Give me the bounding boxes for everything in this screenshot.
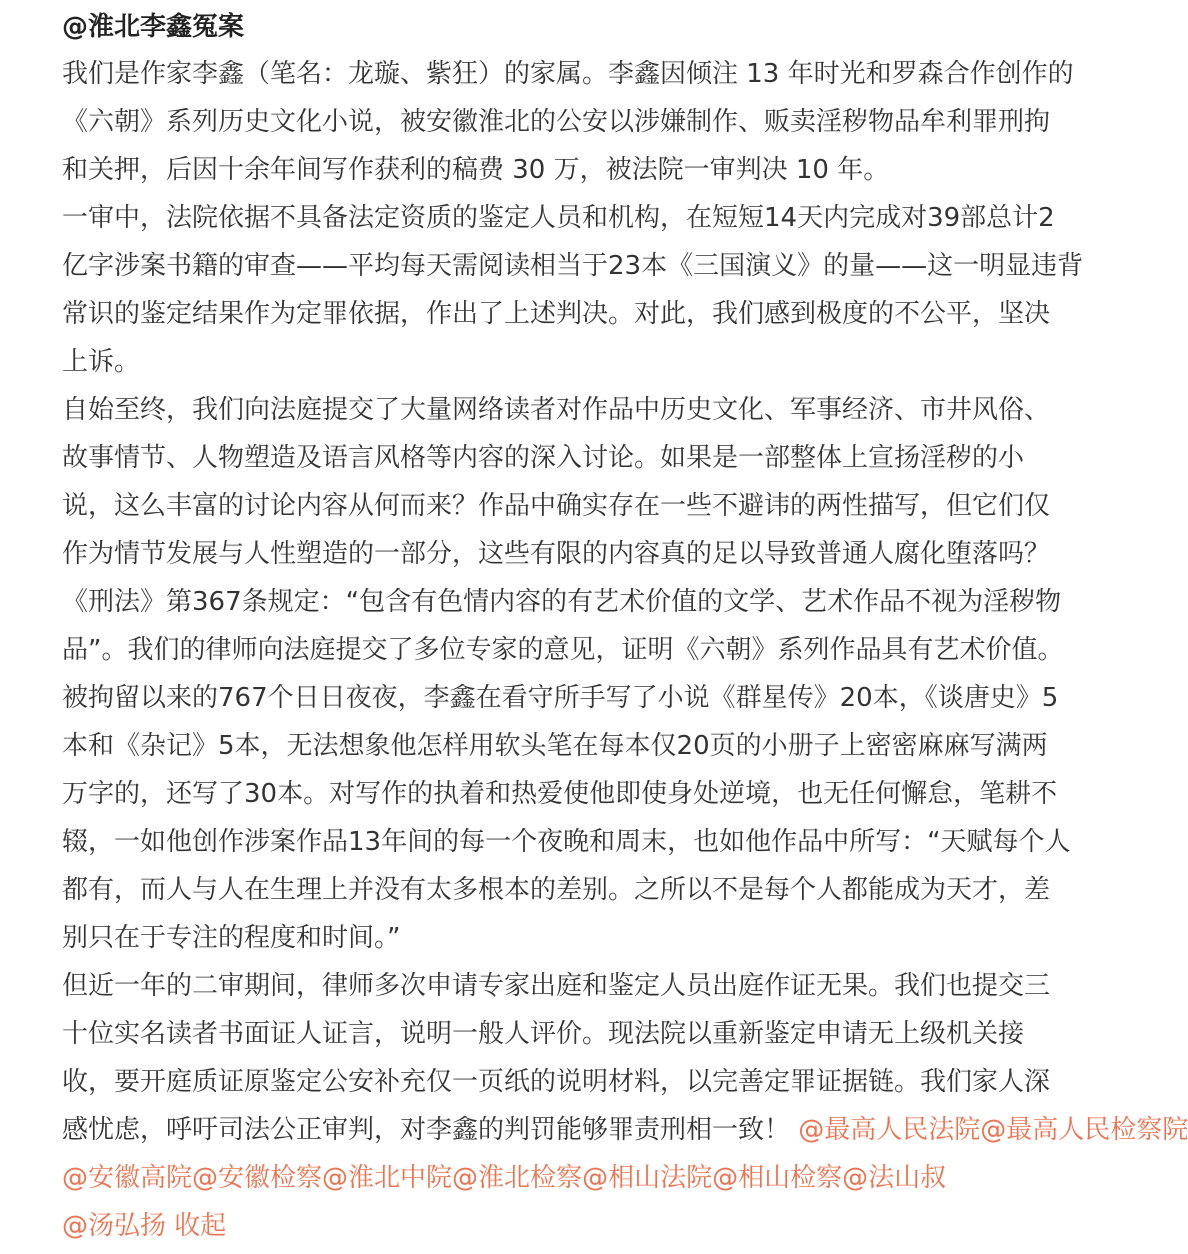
post-title-line (62, 0, 1142, 50)
post-text-line: 辍，一如他创作涉案作品13年间的每一个夜晚和周末，也如他作品中所写：“天赋每个人 (62, 827, 1071, 857)
mention-link[interactable]: @相山检察 (712, 1163, 843, 1193)
mention-link[interactable]: @安徽检察 (192, 1163, 323, 1193)
mention-link[interactable]: @最高人民法院 (798, 1115, 981, 1145)
post-text-line: 说，这么丰富的讨论内容从何而来？作品中确实存在一些不避讳的两性描写，但它们仅 (62, 491, 1051, 521)
post-text-line: 别只在于专注的程度和时间。” (62, 923, 401, 953)
mention-link[interactable]: @最高人民检察院 (980, 1115, 1188, 1145)
post-text-line: 常识的鉴定结果作为定罪依据，作出了上述判决。对此，我们感到极度的不公平，坚决 (62, 299, 1051, 329)
post-text-line: 被拘留以来的767个日日夜夜，李鑫在看守所手写了小说《群星传》20本，《谈唐史》5 (62, 683, 1059, 713)
mention-link[interactable]: @淮北检察 (452, 1163, 583, 1193)
weibo-post (62, 0, 1188, 1250)
post-text-segment: 感忧虑，呼吁司法公正审判，对李鑫的判罚能够罪责刑相一致！ (62, 1115, 791, 1145)
post-text-line: 自始至终，我们向法庭提交了大量网络读者对作品中历史文化、军事经济、市井风俗、 (62, 395, 1051, 425)
post-text-line: 上诉。 (62, 347, 141, 377)
post-text-line: 我们是作家李鑫（笔名：龙璇、紫狂）的家属。李鑫因倾注 13 年时光和罗森合作创作的 (62, 59, 1074, 89)
post-title[interactable]: @淮北李鑫冤案 (62, 12, 245, 42)
mention-link[interactable]: @淮北中院 (322, 1163, 453, 1193)
collapse-button[interactable]: 收起 (174, 1211, 227, 1241)
post-text-line (62, 1202, 1142, 1250)
mention-link[interactable]: @安徽高院 (62, 1163, 193, 1193)
post-text-line (62, 1106, 1188, 1154)
post-text-line: 故事情节、人物塑造及语言风格等内容的深入讨论。如果是一部整体上宣扬淫秽的小 (62, 443, 1025, 473)
mention-link[interactable]: @相山法院 (582, 1163, 713, 1193)
post-text-line: 作为情节发展与人性塑造的一部分，这些有限的内容真的足以导致普通人腐化堕落吗？ (62, 539, 1051, 569)
post-text-line: 亿字涉案书籍的审查——平均每天需阅读相当于23本《三国演义》的量——这一明显违背 (62, 251, 1084, 281)
post-text-line: 本和《杂记》5本，无法想象他怎样用软头笔在每本仅20页的小册子上密密麻麻写满两 (62, 731, 1048, 761)
post-text-line: 收，要开庭质证原鉴定公安补充仅一页纸的说明材料，以完善定罪证据链。我们家人深 (62, 1067, 1051, 1097)
post-text-line: 《刑法》第367条规定：“包含有色情内容的有艺术价值的文学、艺术作品不视为淫秽物 (62, 587, 1062, 617)
mention-link[interactable]: @汤弘扬 (62, 1211, 167, 1241)
post-text-line: 和关押，后因十余年间写作获利的稿费 30 万，被法院一审判决 10 年。 (62, 155, 890, 185)
post-text-line: 一审中，法院依据不具备法定资质的鉴定人员和机构，在短短14天内完成对39部总计2 (62, 203, 1055, 233)
post-text-line (62, 1154, 1142, 1202)
mention-link[interactable]: @法山叔 (842, 1163, 947, 1193)
post-text-line: 都有，而人与人在生理上并没有太多根本的差别。之所以不是每个人都能成为天才，差 (62, 875, 1051, 905)
post-text-line: 但近一年的二审期间，律师多次申请专家出庭和鉴定人员出庭作证无果。我们也提交三 (62, 971, 1051, 1001)
post-text-line: 《六朝》系列历史文化小说，被安徽淮北的公安以涉嫌制作、贩卖淫秽物品牟利罪刑拘 (62, 107, 1051, 137)
post-text-line: 十位实名读者书面证人证言，说明一般人评价。现法院以重新鉴定申请无上级机关接 (62, 1019, 1025, 1049)
post-text-line: 品”。我们的律师向法庭提交了多位专家的意见，证明《六朝》系列作品具有艺术价值。 (62, 635, 1064, 665)
post-text-line: 万字的，还写了30本。对写作的执着和热爱使他即使身处逆境，也无任何懈怠，笔耕不 (62, 779, 1058, 809)
